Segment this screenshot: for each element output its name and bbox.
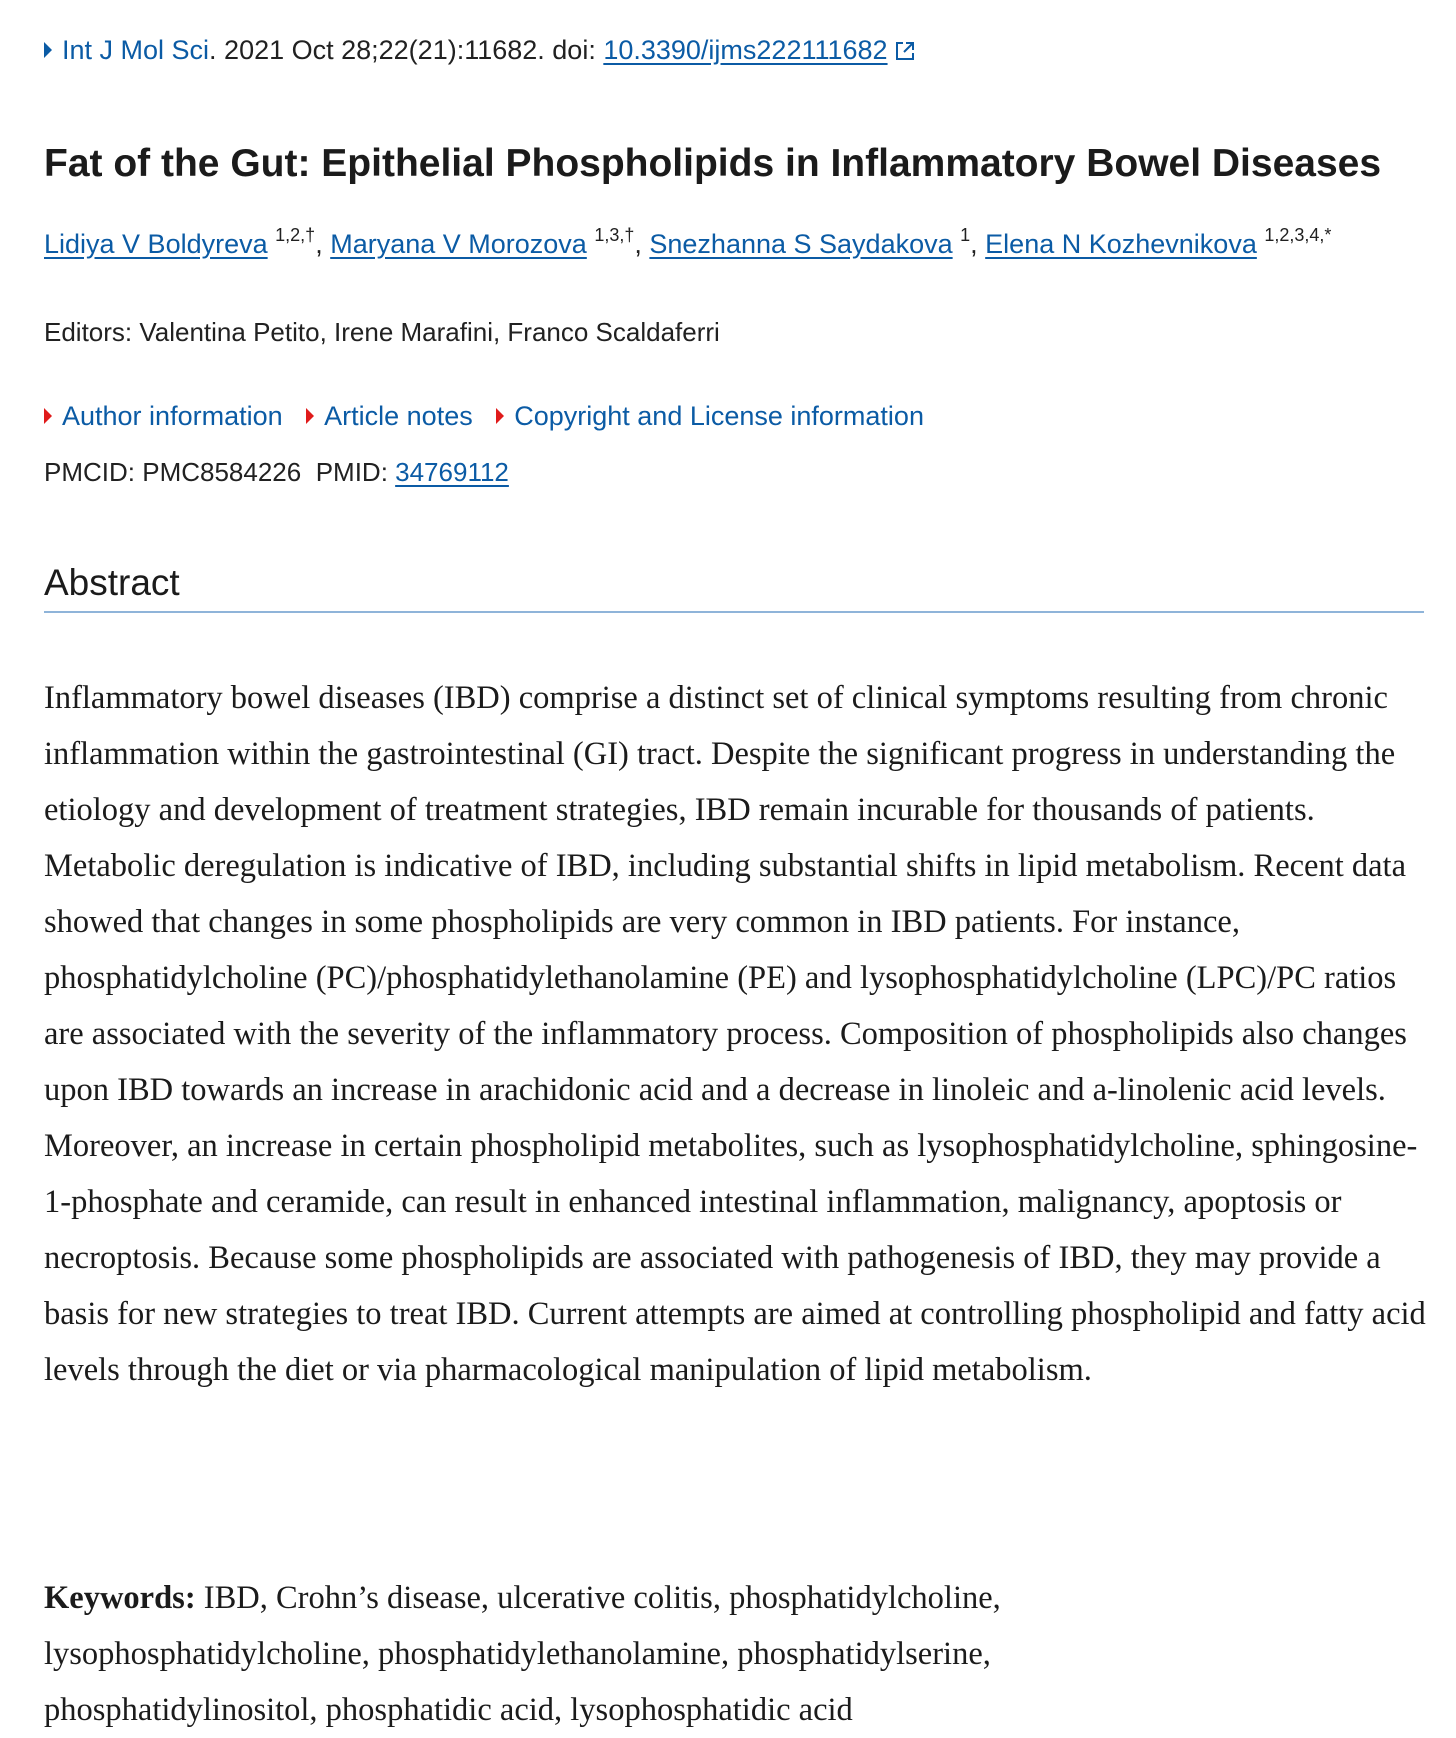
citation-line	[44, 30, 916, 73]
caret-right-icon	[496, 408, 504, 424]
keywords-label: Keywords:	[44, 1580, 196, 1616]
author-link[interactable]: Snezhanna S Saydakova	[649, 229, 953, 259]
article-notes-toggle[interactable]: Article notes	[306, 401, 473, 431]
citation-details: . 2021 Oct 28;22(21):11682. doi:	[209, 35, 604, 65]
journal-link[interactable]: Int J Mol Sci	[62, 35, 210, 65]
abstract-paragraph: Inflammatory bowel diseases (IBD) comprise a distinct set of clinical symptoms resulting from chronic inflammation within the gastrointestinal (GI) tract. Despite the significant progress in understanding the etiology and development of treatment strategies, IBD remain incurable for thousands of patients. Metabolic deregulation is indicative of IBD, including substantial shifts in lipid metabolism. Recent data showed that changes in some phospholipids are very common in IBD patients. For instance, phosphatidylcholine (PC)/phosphatidylethanolamine (PE) and lysophosphatidylcholine (LPC)/PC ratios are associated with the severity of the inflammatory process. Composition of phospholipids also changes upon IBD towards an increase in arachidonic acid and a decrease in linoleic and a-linolenic acid levels. Moreover, an increase in certain phospholipid metabolites, such as lysophosphatidylcholine, sphingosine-1-phosphate and ceramide, can result in enhanced intestinal inflammation, malignancy, apoptosis or necroptosis. Because some phospholipids are associated with pathogenesis of IBD, they may provide a basis for new strategies to treat IBD. Current attempts are aimed at controlling phospholipid and fatty acid levels through the diet or via pharmacological manipulation of lipid metabolism.	[44, 680, 1426, 1388]
pmcid: PMCID: PMC8584226	[44, 457, 302, 487]
caret-right-icon	[44, 408, 52, 424]
article-info-links	[44, 396, 940, 436]
doi-link[interactable]: 10.3390/ijms222111682	[603, 35, 888, 65]
external-link-icon[interactable]	[894, 33, 916, 73]
section-divider	[44, 611, 1424, 613]
author-list: Lidiya V Boldyreva $^{1,2,\dagger}$, Maryana V Morozova $^{1,3,\dagger}$, Snezhanna S Saydakova $^1$, Elena N Kozhevnikova $^{1,2,3,4,*}$	[44, 225, 1332, 259]
pmid-link[interactable]: 34769112	[395, 457, 509, 487]
author-affiliation: 1,2,†	[275, 225, 316, 245]
caret-right-icon	[306, 408, 314, 424]
article-ids	[44, 452, 509, 492]
author-affiliation: 1	[960, 225, 971, 245]
author-link[interactable]: Lidiya V Boldyreva	[44, 229, 268, 259]
abstract-heading: Abstract	[44, 562, 180, 603]
caret-right-icon[interactable]	[44, 42, 52, 58]
author-link[interactable]: Elena N Kozhevnikova	[985, 229, 1257, 259]
author-affiliation: 1,2,3,4,*	[1264, 225, 1332, 245]
author-affiliation: 1,3,†	[594, 225, 635, 245]
keywords-list: IBD, Crohn’s disease, ulcerative colitis, phosphatidylcholine, lysophosphatidylcholine, phosphatidylethanolamine, phosphatidylserine, phosphatidylinositol, phosphatidic acid, lysophosphatidic acid	[44, 1580, 1001, 1728]
copyright-license-toggle[interactable]: Copyright and License information	[496, 401, 924, 431]
editors-line: Editors: Valentina Petito, Irene Marafini, Franco Scaldaferri	[44, 317, 720, 347]
author-information-toggle[interactable]: Author information	[44, 401, 283, 431]
pmid-label: PMID:	[315, 457, 396, 487]
keywords	[44, 1570, 1244, 1738]
author-link[interactable]: Maryana V Morozova	[330, 229, 587, 259]
article-title: Fat of the Gut: Epithelial Phospholipids in Inflammatory Bowel Diseases	[44, 142, 1382, 185]
